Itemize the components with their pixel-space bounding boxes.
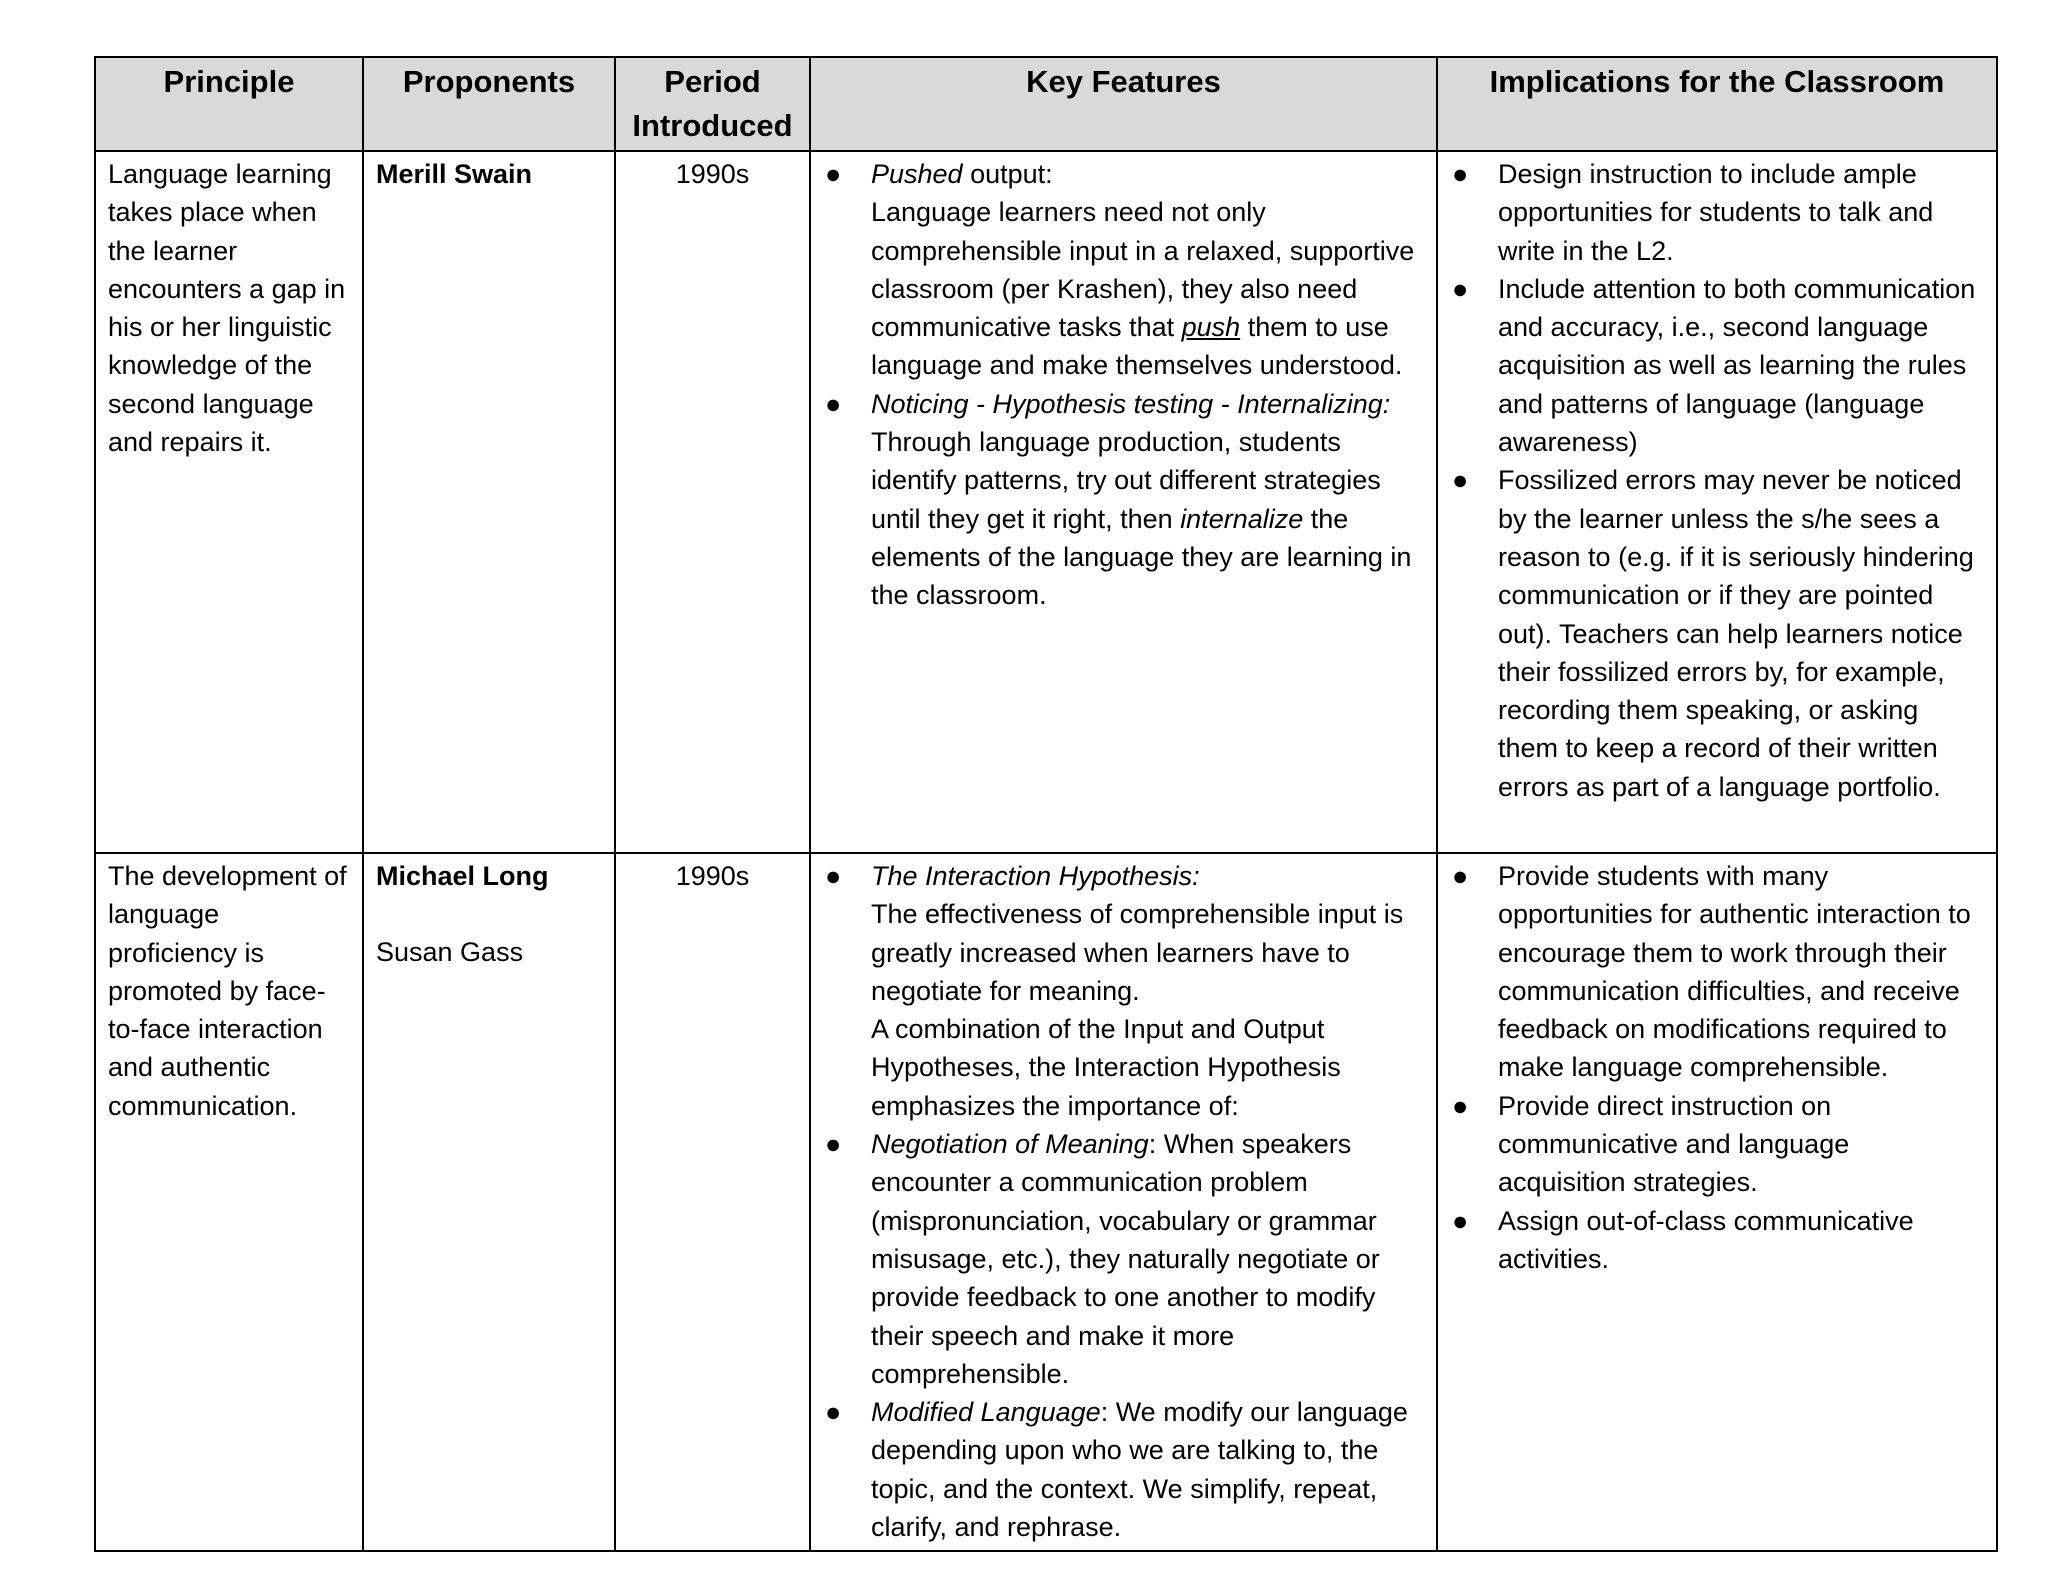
period-cell: 1990s bbox=[615, 151, 810, 853]
implication-text: Fossilized errors may never be noticed by the learner unless the s/he sees a reason to (e.g. if it is seriously hindering communication or if they are pointed out). Teachers can help learners notice their fossilized errors by, for example, recording them speaking, or asking them to keep a record of their written errors as part of a language portfolio. bbox=[1498, 465, 1974, 802]
header-principle: Principle bbox=[95, 57, 363, 151]
header-key-features: Key Features bbox=[810, 57, 1437, 151]
feature-body-text: Language learners need not only comprehensible input in a relaxed, supportive classroom (per Krashen), they also need communicative tasks that bbox=[871, 197, 1415, 343]
implications-cell bbox=[1437, 853, 1997, 1551]
bullet-icon: ● bbox=[1452, 1090, 1469, 1121]
list-item bbox=[1450, 857, 1984, 1087]
theory-table bbox=[94, 56, 1998, 1552]
bullet-icon: ● bbox=[1452, 159, 1469, 189]
table-row bbox=[95, 853, 1997, 1551]
implications-list bbox=[1450, 857, 1984, 1278]
feature-term: The Interaction Hypothesis: bbox=[871, 861, 1200, 891]
bullet-icon: ● bbox=[825, 159, 842, 189]
bullet-icon: ● bbox=[825, 1129, 842, 1160]
bullet-icon: ● bbox=[1452, 273, 1469, 304]
header-implications: Implications for the Classroom bbox=[1437, 57, 1997, 151]
implication-text: Provide direct instruction on communicative and language acquisition strategies. bbox=[1498, 1090, 1850, 1198]
implication-text: Assign out-of-class communicative activities. bbox=[1498, 1205, 1914, 1274]
header-row bbox=[95, 57, 1997, 151]
period-cell: 1990s bbox=[615, 853, 810, 1551]
list-item bbox=[1450, 1087, 1984, 1202]
proponent-name: Merill Swain bbox=[376, 159, 533, 189]
feature-body: : We modify our language depending upon who we are talking to, the topic, and the context. We simplify, repeat, clarify, and rephrase. bbox=[871, 1397, 1408, 1543]
principle-cell: Language learning takes place when the learner encounters a gap in his or her linguistic knowledge of the second language and repairs it. bbox=[95, 151, 363, 853]
implication-text: Provide students with many opportunities for authentic interaction to encourage them to work through their communication difficulties, and receive feedback on modifications required to make language comprehensible. bbox=[1498, 861, 1971, 1083]
feature-body bbox=[871, 193, 1424, 384]
proponents-cell bbox=[363, 853, 615, 1551]
feature-term: Pushed bbox=[871, 159, 963, 189]
proponents-cell bbox=[363, 151, 615, 853]
bullet-icon: ● bbox=[1452, 1205, 1469, 1236]
feature-body-text: Through language production, students identify patterns, try out different strategies until they get it right, then bbox=[871, 427, 1381, 534]
bullet-icon: ● bbox=[825, 1397, 842, 1428]
key-features-cell bbox=[810, 853, 1437, 1551]
table-row bbox=[95, 151, 1997, 853]
bullet-icon: ● bbox=[1452, 465, 1469, 496]
feature-emphasis: internalize bbox=[1180, 503, 1304, 534]
feature-emphasis: push bbox=[1181, 312, 1241, 343]
list-item bbox=[823, 385, 1424, 615]
feature-body: A combination of the Input and Output Hypotheses, the Interaction Hypothesis emphasizes the importance of: bbox=[871, 1014, 1341, 1121]
features-list bbox=[823, 155, 1424, 615]
list-item bbox=[823, 1125, 1424, 1393]
bullet-icon: ● bbox=[825, 388, 842, 419]
proponent-name: Michael Long bbox=[376, 861, 549, 891]
header-period: Period Introduced bbox=[615, 57, 810, 151]
proponent-name: Susan Gass bbox=[376, 937, 524, 968]
feature-term: Noticing - Hypothesis testing - Internalizing: bbox=[871, 388, 1391, 419]
list-item bbox=[1450, 1202, 1984, 1279]
implication-text: Design instruction to include ample opportunities for students to talk and write in the L2. bbox=[1498, 159, 1934, 266]
list-item bbox=[823, 1393, 1424, 1546]
feature-body-text: them to use language and make themselves understood. bbox=[871, 312, 1403, 381]
feature-body: The effectiveness of comprehensible input is greatly increased when learners have to negotiate for meaning. bbox=[871, 899, 1404, 1006]
feature-term-rest: output: bbox=[962, 159, 1053, 189]
feature-body bbox=[871, 423, 1424, 614]
bullet-icon: ● bbox=[1452, 861, 1469, 891]
key-features-cell bbox=[810, 151, 1437, 853]
features-list bbox=[823, 857, 1424, 1546]
principle-cell: The development of language proficiency is promoted by face-to-face interaction and authentic communication. bbox=[95, 853, 363, 1551]
feature-body: : When speakers encounter a communication problem (mispronunciation, vocabulary or grammar misusage, etc.), they naturally negotiate or provide feedback to one another to modify their speech and make it more comprehensible. bbox=[871, 1129, 1380, 1389]
list-item bbox=[1450, 461, 1984, 806]
feature-body-text: the elements of the language they are learning in the classroom. bbox=[871, 503, 1412, 611]
feature-term: Modified Language bbox=[871, 1397, 1101, 1428]
implication-text: Include attention to both communication and accuracy, i.e., second language acquisition as well as learning the rules and patterns of language (language awareness) bbox=[1498, 273, 1976, 458]
header-proponents: Proponents bbox=[363, 57, 615, 151]
feature-term: Negotiation of Meaning bbox=[871, 1129, 1149, 1160]
implications-list bbox=[1450, 155, 1984, 806]
list-item bbox=[823, 857, 1424, 1125]
implications-cell bbox=[1437, 151, 1997, 853]
bullet-icon: ● bbox=[825, 861, 842, 891]
list-item bbox=[1450, 270, 1984, 461]
list-item bbox=[1450, 155, 1984, 270]
list-item bbox=[823, 155, 1424, 385]
